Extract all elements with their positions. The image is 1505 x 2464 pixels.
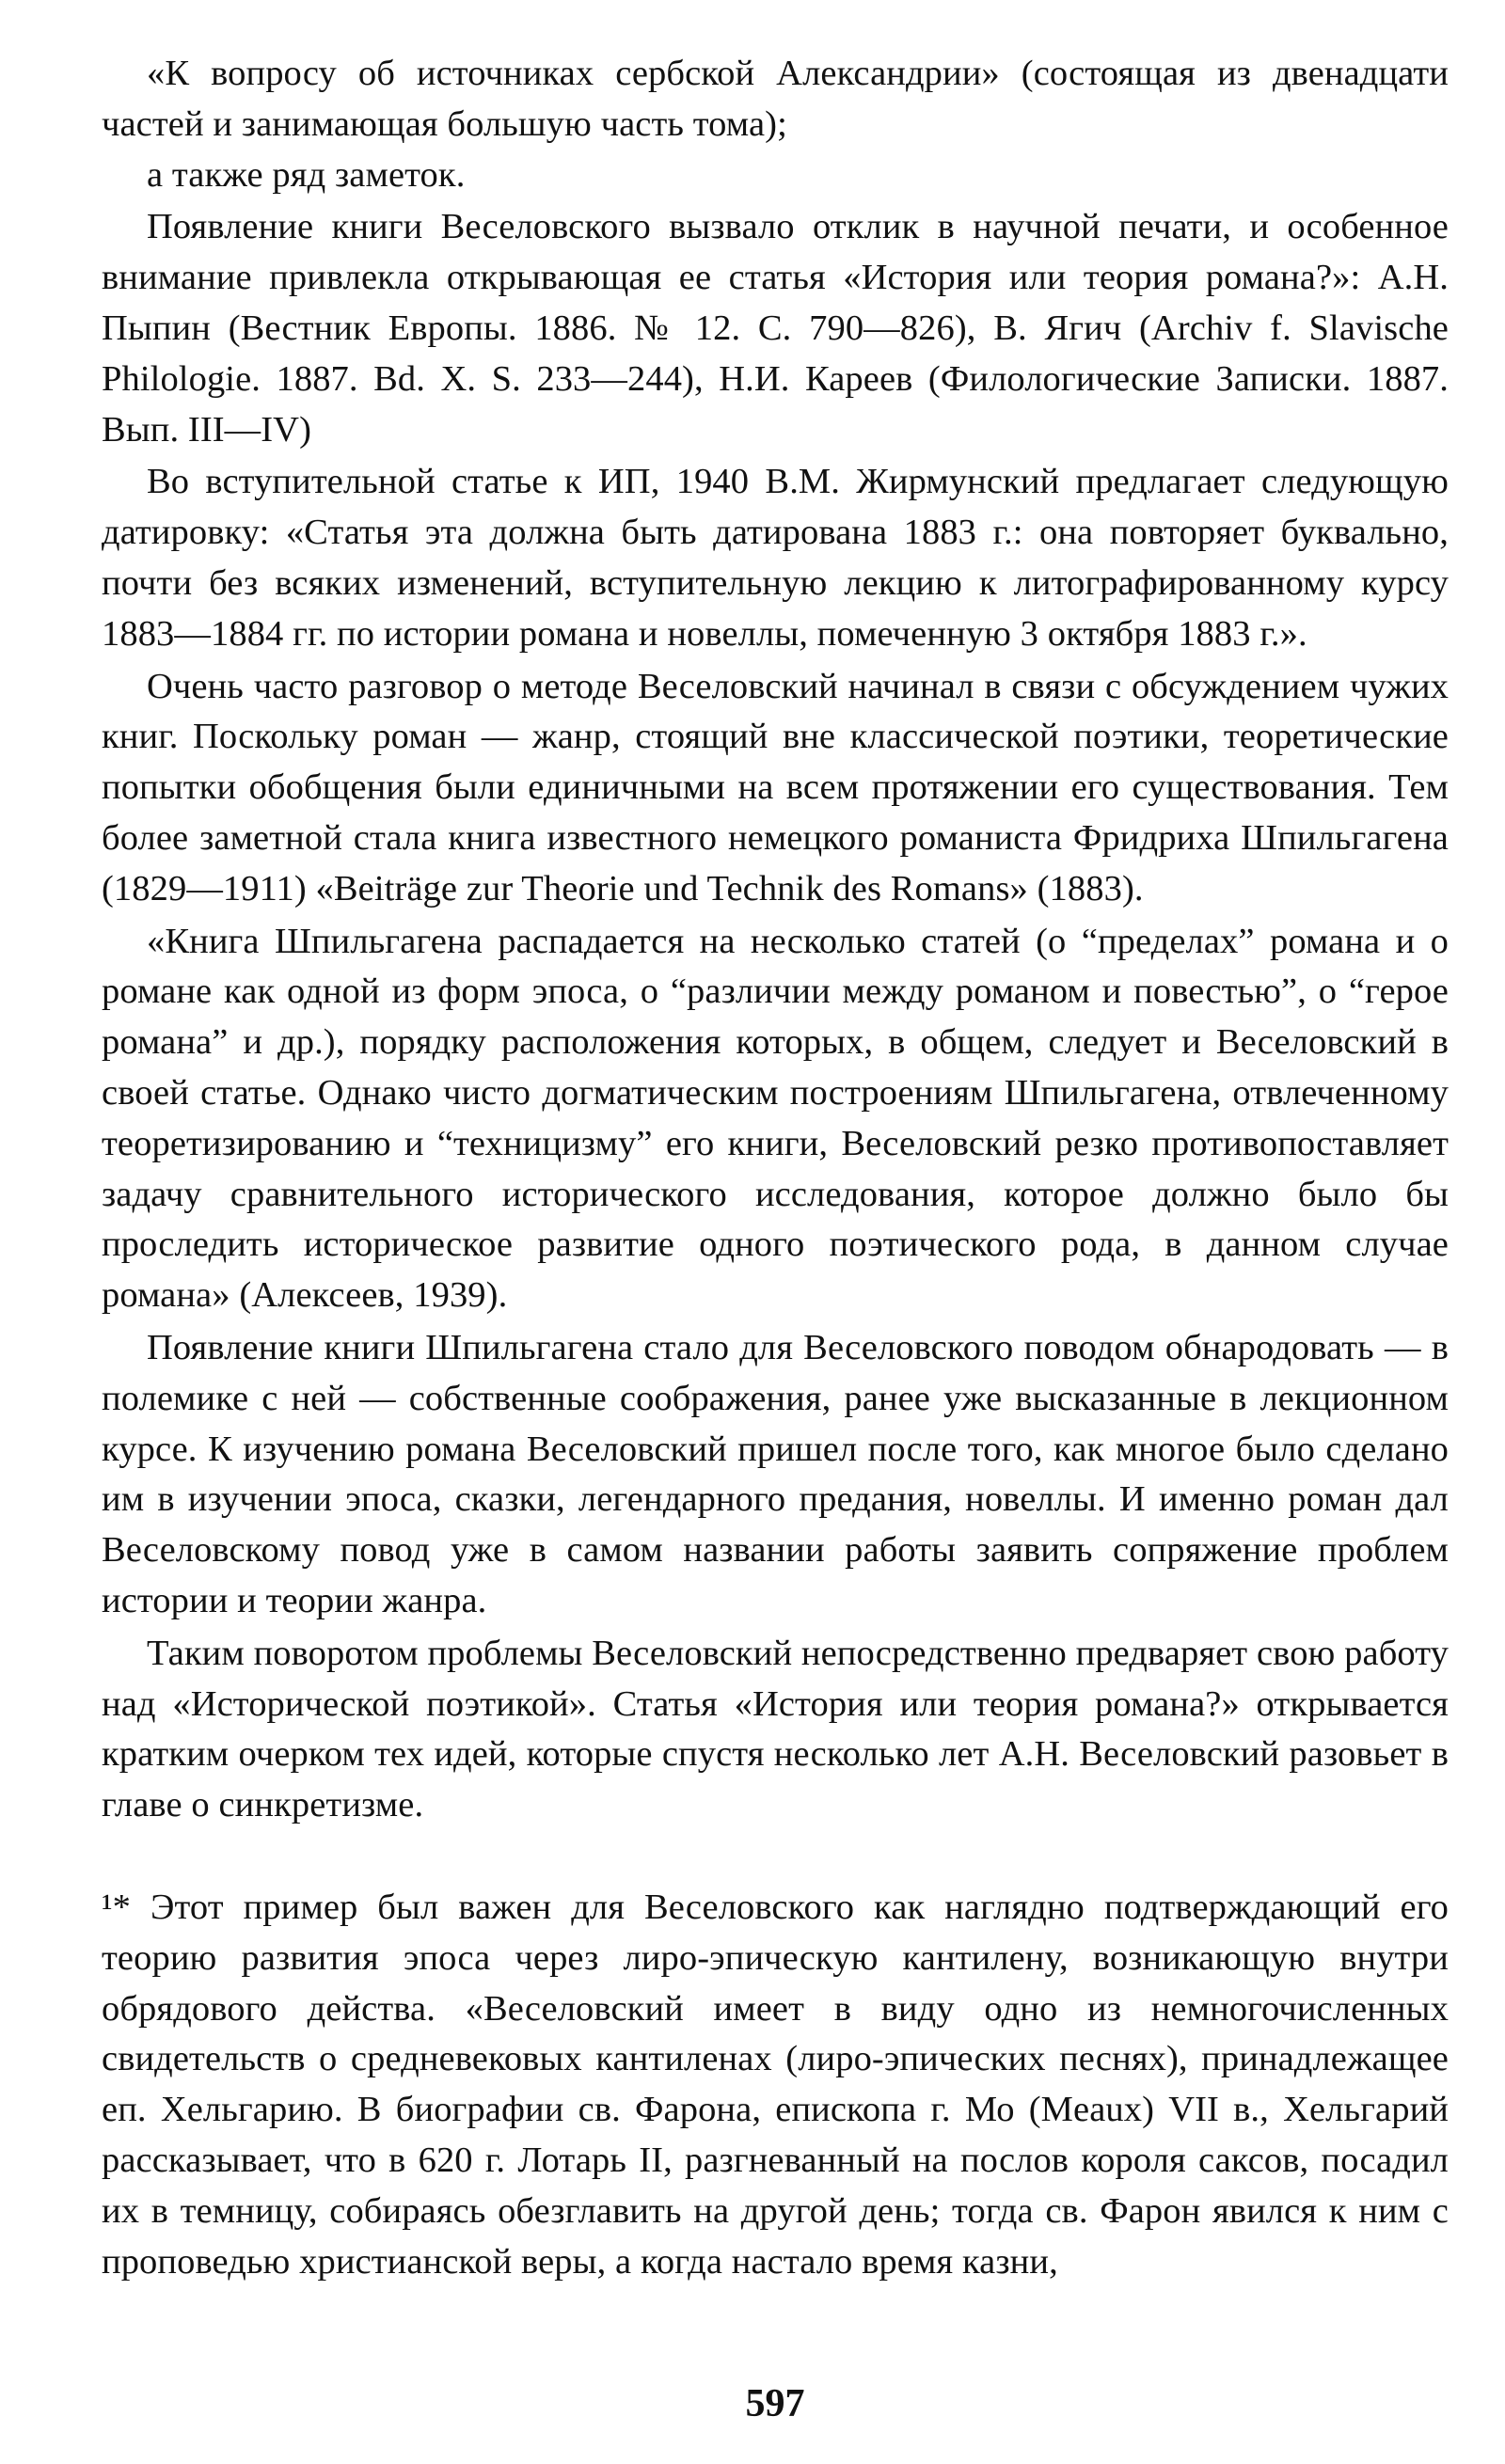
paragraph-3: Появление книги Веселовского вызвало отклик в научной печати, и особенное внимание привлекла открывающая ее статья «История или теория романа?»: А.Н. Пыпин (Вестник Европы. 1886. № 12. С. 790—826), В. Ягич (Archiv f. Slavische Philologie. 1887. Bd. X. S. 233—244), Н.И. Кареев (Филологические Записки. 1887. Вып. III—IV) xyxy=(102,207,1449,450)
paragraph-5: Очень часто разговор о методе Веселовский начинал в связи с обсуждением чужих книг. Поскольку роман — жанр, стоящий вне классической поэтики, теоретические попытки обобщения были единичными на всем протяжении его существования. Тем более заметной стала книга известного немецкого романиста Фридриха Шпильгагена (1829—1911) «Beiträge zur Theorie und Technik des Romans» (1883). xyxy=(102,666,1449,908)
paragraph-4: Во вступительной статье к ИП, 1940 В.М. Жирмунский предлагает следующую датировку: «Статья эта должна быть датирована 1883 г.: она повторяет буквально, почти без всяких изменений, вступительную лекцию к литографированному курсу 1883—1884 гг. по истории романа и новеллы, помеченную 3 октября 1883 г.». xyxy=(102,462,1449,654)
paragraph-6: «Книга Шпильгагена распадается на несколько статей (о “пределах” романа и о романе как одной из форм эпоса, о “различии между романом и повестью”, о “герое романа” и др.), порядку расположения которых, в общем, следует и Веселовский в своей статье. Однако чисто догматическим построениям Шпильгагена, отвлеченному теоретизированию и “техницизму” его книги, Веселовский резко противопоставляет задачу сравнительного исторического исследования, которое должно было бы проследить историческое развитие одного поэтического рода, в данном случае романа» (Алексеев, 1939). xyxy=(102,921,1449,1316)
paragraph-2: а также ряд заметок. xyxy=(147,154,466,195)
paragraph-8: Таким поворотом проблемы Веселовский непосредственно предваряет свою работу над «Исторической поэтикой». Статья «История или теория романа?» открывается кратким очерком тех идей, которые спустя несколько лет А.Н. Веселовский разовьет в главе о синкретизме. xyxy=(102,1633,1449,1825)
footnote-text: Этот пример был важен для Веселовского как наглядно подтверждающий его теорию развития эпоса через лиро-эпическую кантилену, возникающую внутри обрядового действа. «Веселовский имеет в виду одно из немногочисленных свидетельств о средневековых кантиленах (лиро-эпических песнях), принадлежащее еп. Хельгарию. В биографии св. Фарона, епископа г. Мо (Meaux) VII в., Хельгарий рассказывает, что в 620 г. Лотарь II, разгневанный на послов короля саксов, посадил их в темницу, собираясь обезглавить на другой день; тогда св. Фарон явился к ним с проповедью христианской веры, а когда настало время казни, xyxy=(102,1887,1449,2282)
footnote-paragraph xyxy=(102,1883,1449,2287)
footnote xyxy=(102,1883,1449,2287)
main-text xyxy=(102,49,1449,1831)
book-page xyxy=(102,49,1449,2456)
page-number: 597 xyxy=(745,2382,805,2425)
paragraph-7: Появление книги Шпильгагена стало для Веселовского поводом обнародовать — в полемике с ней — собственные соображения, ранее уже высказанные в лекционном курсе. К изучению романа Веселовский пришел после того, как многое было сделано им в изучении эпоса, сказки, легендарного предания, новеллы. И именно роман дал Веселовскому повод уже в самом названии работы заявить сопряжение проблем истории и теории жанра. xyxy=(102,1327,1449,1620)
footnote-marker: ¹* xyxy=(102,1887,131,1927)
paragraph-1: «К вопросу об источниках сербской Александрии» (состоящая из двенадцати частей и занимающая большую часть тома); xyxy=(102,54,1449,144)
